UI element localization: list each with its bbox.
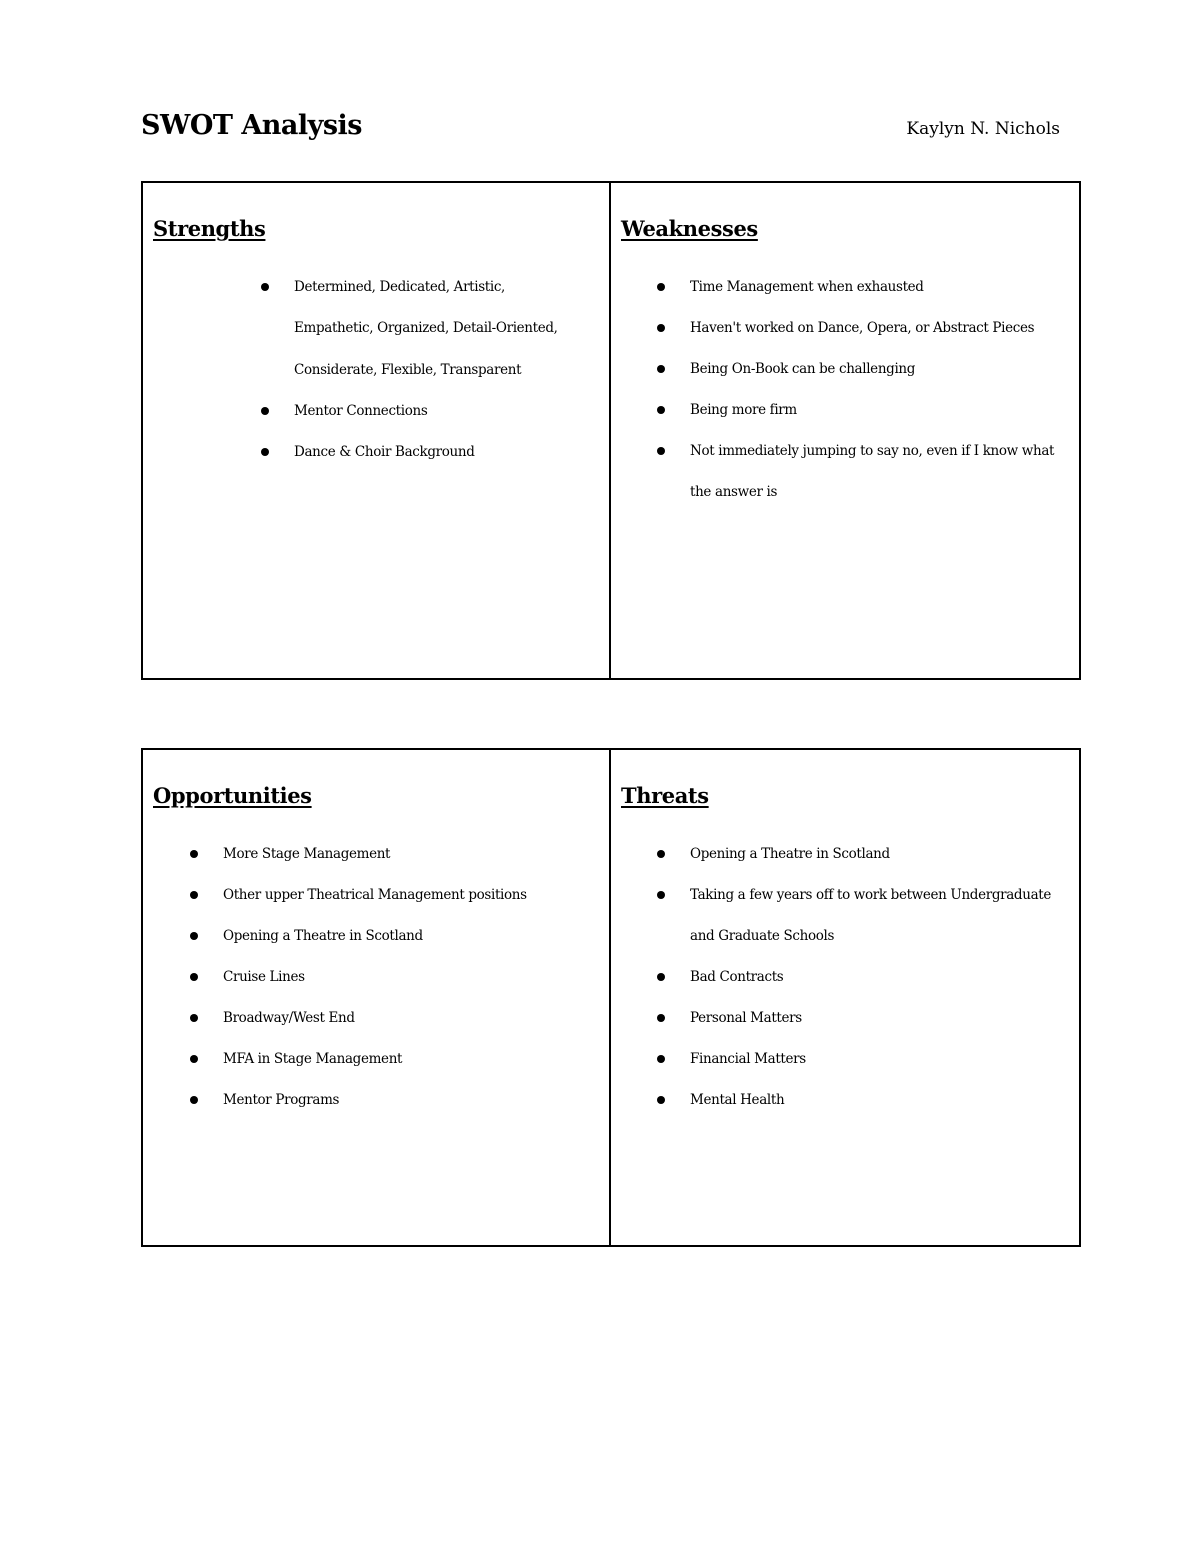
list-item bbox=[690, 1039, 1069, 1080]
list-item bbox=[223, 1080, 599, 1121]
bullet-icon bbox=[657, 406, 665, 414]
list-item-text: Broadway/West End bbox=[223, 1010, 355, 1026]
bullet-icon bbox=[261, 448, 269, 456]
bullet-icon bbox=[657, 973, 665, 981]
list-item-text: More Stage Management bbox=[223, 846, 391, 862]
list-item-text: Opening a Theatre in Scotland bbox=[690, 846, 890, 862]
opportunities-list bbox=[223, 834, 599, 1121]
list-item bbox=[690, 998, 1069, 1039]
list-item-text: Personal Matters bbox=[690, 1010, 802, 1026]
weaknesses-heading: Weaknesses bbox=[621, 216, 758, 241]
list-item-text: Not immediately jumping to say no, even if I know what the answer is bbox=[690, 443, 1055, 500]
list-item bbox=[690, 390, 1069, 431]
weaknesses-cell bbox=[611, 183, 1079, 678]
opportunities-cell bbox=[143, 750, 611, 1245]
list-item bbox=[294, 267, 584, 391]
bullet-icon bbox=[261, 407, 269, 415]
list-item bbox=[690, 308, 1069, 349]
bullet-icon bbox=[657, 283, 665, 291]
bullet-icon bbox=[190, 1055, 198, 1063]
list-item bbox=[294, 391, 599, 432]
list-item bbox=[690, 834, 1069, 875]
strengths-list bbox=[294, 267, 599, 473]
list-item-text: Determined, Dedicated, Artistic, Empathetic, Organized, Detail-Oriented, Considerate, Flexible, Transparent bbox=[294, 279, 558, 378]
list-item bbox=[690, 431, 1069, 513]
list-item-text: MFA in Stage Management bbox=[223, 1051, 403, 1067]
bullet-icon bbox=[190, 1014, 198, 1022]
bullet-icon bbox=[190, 891, 198, 899]
bullet-icon bbox=[190, 850, 198, 858]
swot-top-row bbox=[141, 181, 1081, 680]
bullet-icon bbox=[190, 932, 198, 940]
threats-list bbox=[690, 834, 1069, 1121]
bullet-icon bbox=[657, 850, 665, 858]
strengths-heading: Strengths bbox=[153, 216, 266, 241]
bullet-icon bbox=[657, 447, 665, 455]
list-item bbox=[690, 1080, 1069, 1121]
list-item bbox=[690, 267, 1069, 308]
list-item-text: Dance & Choir Background bbox=[294, 444, 475, 461]
list-item bbox=[223, 998, 599, 1039]
swot-bottom-row bbox=[141, 748, 1081, 1247]
author-name: Kaylyn N. Nichols bbox=[906, 119, 1060, 139]
opportunities-heading: Opportunities bbox=[153, 783, 312, 808]
list-item-text: Opening a Theatre in Scotland bbox=[223, 928, 423, 944]
list-item-text: Mentor Connections bbox=[294, 402, 428, 419]
list-item bbox=[223, 957, 599, 998]
bullet-icon bbox=[657, 891, 665, 899]
list-item bbox=[223, 834, 599, 875]
list-item bbox=[223, 1039, 599, 1080]
list-item bbox=[690, 875, 1069, 957]
bullet-icon bbox=[657, 1096, 665, 1104]
list-item bbox=[223, 875, 599, 916]
list-item bbox=[223, 916, 599, 957]
weaknesses-list bbox=[690, 267, 1069, 513]
bullet-icon bbox=[261, 283, 269, 291]
list-item-text: Financial Matters bbox=[690, 1051, 806, 1067]
list-item bbox=[690, 957, 1069, 998]
list-item-text: Taking a few years off to work between Undergraduate and Graduate Schools bbox=[690, 887, 1051, 944]
page-title: SWOT Analysis bbox=[141, 110, 363, 141]
list-item-text: Time Management when exhausted bbox=[690, 279, 924, 295]
bullet-icon bbox=[190, 973, 198, 981]
list-item bbox=[294, 432, 599, 473]
bullet-icon bbox=[657, 324, 665, 332]
list-item-text: Being more firm bbox=[690, 402, 797, 418]
list-item-text: Bad Contracts bbox=[690, 969, 784, 985]
bullet-icon bbox=[657, 365, 665, 373]
list-item-text: Cruise Lines bbox=[223, 969, 305, 985]
threats-heading: Threats bbox=[621, 783, 709, 808]
list-item-text: Mentor Programs bbox=[223, 1092, 340, 1108]
list-item-text: Mental Health bbox=[690, 1092, 785, 1108]
bullet-icon bbox=[657, 1014, 665, 1022]
bullet-icon bbox=[190, 1096, 198, 1104]
list-item-text: Haven't worked on Dance, Opera, or Abstract Pieces bbox=[690, 320, 1035, 336]
bullet-icon bbox=[657, 1055, 665, 1063]
strengths-cell bbox=[143, 183, 611, 678]
list-item-text: Being On-Book can be challenging bbox=[690, 361, 916, 377]
list-item bbox=[690, 349, 1069, 390]
list-item-text: Other upper Theatrical Management positions bbox=[223, 887, 527, 903]
threats-cell bbox=[611, 750, 1079, 1245]
